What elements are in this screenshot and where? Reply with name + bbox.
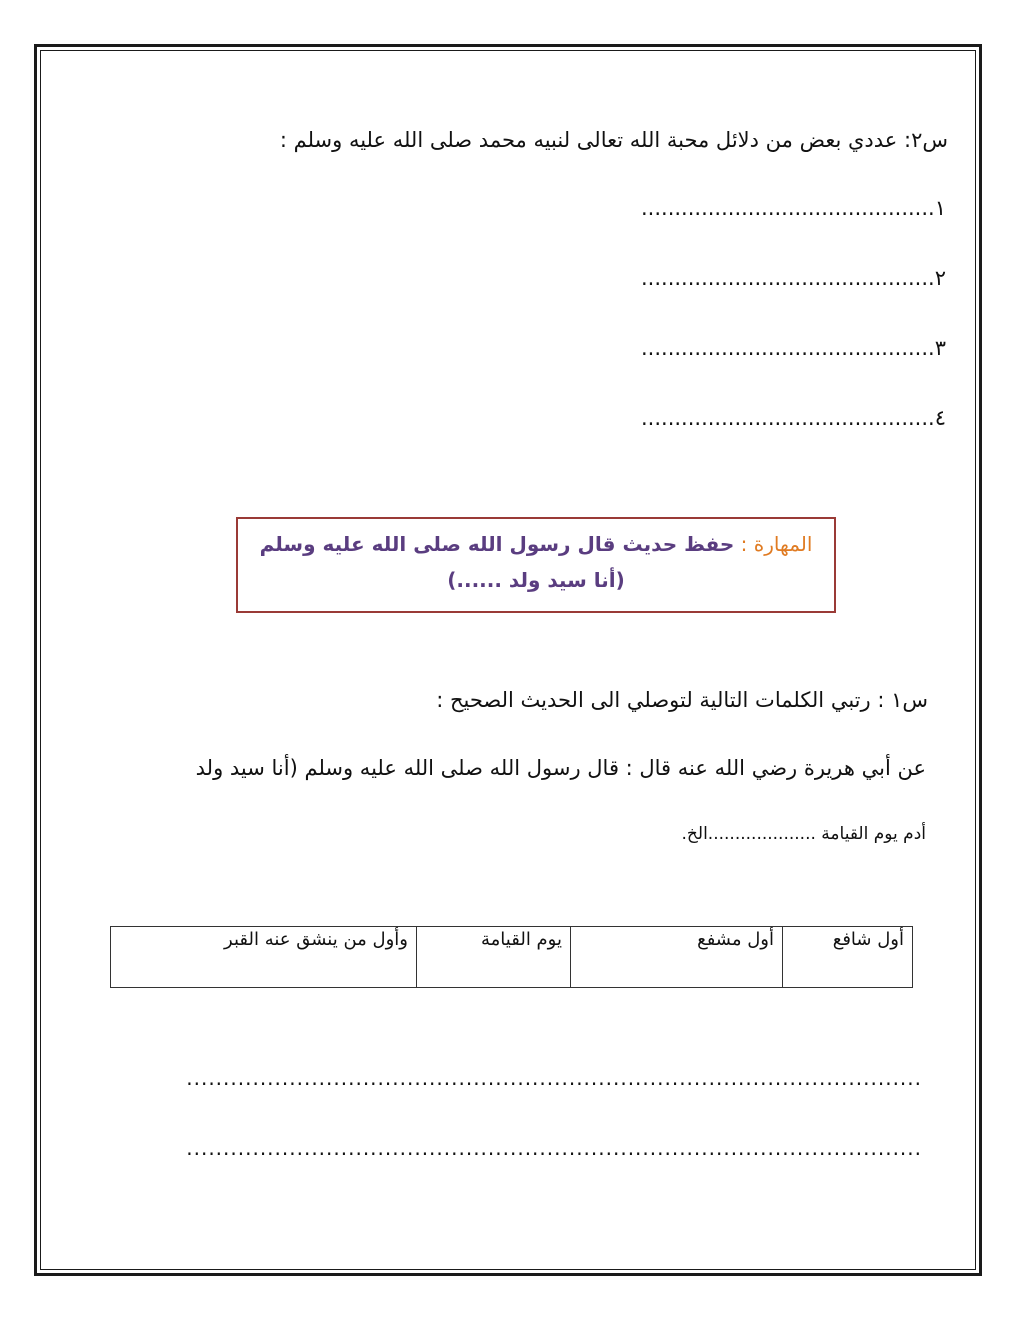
skill-label: المهارة : — [734, 532, 813, 556]
final-answer-line-2[interactable]: .................................................................................................... — [186, 1136, 922, 1160]
skill-box — [236, 517, 836, 613]
question-1-text: س١ : رتبي الكلمات التالية لتوصلي الى الحديث الصحيح : — [436, 688, 928, 712]
answer-line-2[interactable]: ٢............................................ — [641, 266, 946, 290]
skill-text: حفظ حديث قال رسول الله صلى الله عليه وسلم — [259, 532, 735, 556]
skill-text-2: (أنا سيد ولد ......) — [447, 568, 625, 592]
table-row — [111, 927, 913, 988]
word-cell: يوم القيامة — [417, 927, 571, 988]
word-cell: وأول من ينشق عنه القبر — [111, 927, 417, 988]
words-table — [110, 926, 913, 988]
word-cell: أول شافع — [783, 927, 913, 988]
final-answer-line-1[interactable]: .................................................................................................... — [186, 1066, 922, 1090]
question-2-text: س٢: عددي بعض من دلائل محبة الله تعالى لنبيه محمد صلى الله عليه وسلم : — [279, 128, 948, 152]
answer-line-4[interactable]: ٤............................................ — [641, 406, 946, 430]
word-cell: أول مشفع — [571, 927, 783, 988]
hadith-line-1: عن أبي هريرة رضي الله عنه قال : قال رسول الله صلى الله عليه وسلم (أنا سيد ولد — [195, 756, 926, 780]
hadith-line-2: أدم يوم القيامة ....................الخ. — [681, 824, 926, 844]
answer-line-3[interactable]: ٣............................................ — [641, 336, 946, 360]
answer-line-1[interactable]: ١............................................ — [641, 196, 946, 220]
